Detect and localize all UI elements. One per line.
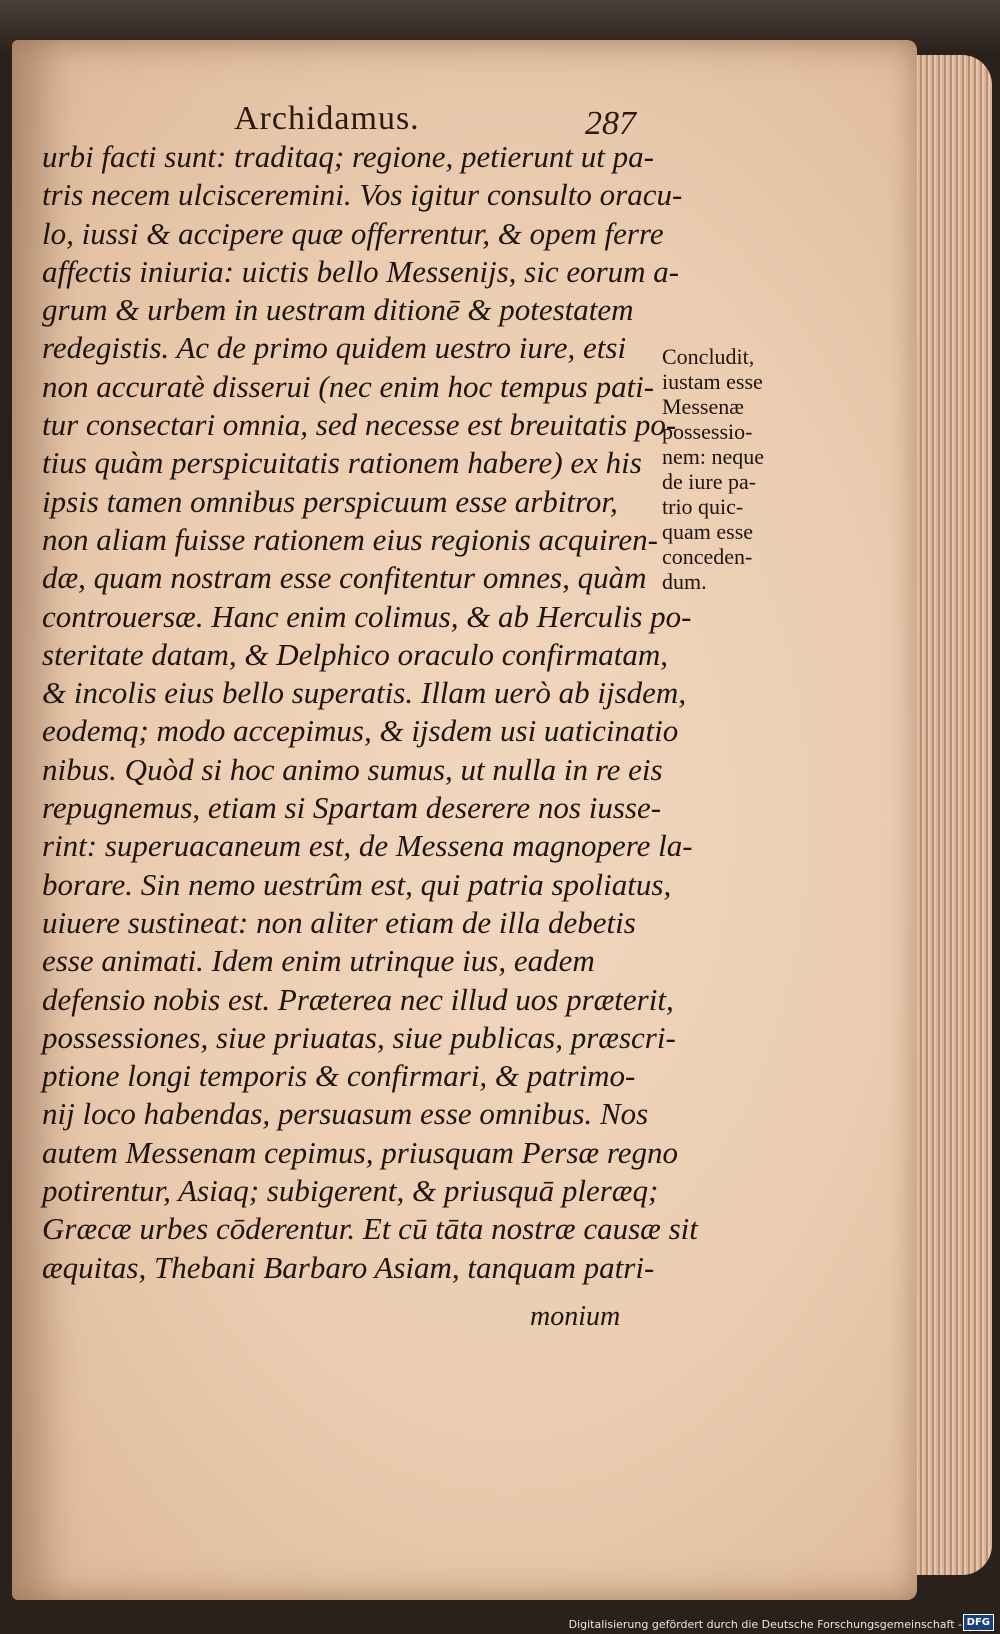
text-line: redegistis. Ac de primo quidem uestro iure, etsi	[42, 330, 627, 366]
text-line: æquitas, Thebani Barbaro Asiam, tanquam patri-	[42, 1249, 655, 1285]
marginal-note-line: iustam esse	[662, 369, 763, 394]
text-line: rint: superuacaneum est, de Messena magnopere la-	[42, 828, 693, 864]
marginal-note-line: conceden-	[662, 544, 753, 569]
text-line: urbi facti sunt: traditaq; regione, petierunt ut pa-	[42, 139, 654, 174]
marginal-note-line: quam esse	[662, 519, 754, 544]
text-line: ipsis tamen omnibus perspicuum esse arbitror,	[42, 483, 618, 519]
text-line: esse animati. Idem enim utrinque ius, eadem	[42, 943, 595, 979]
text-line: grum & urbem in uestram ditionē & potestatem	[42, 292, 634, 328]
marginal-note-line: Messenæ	[662, 394, 744, 419]
text-line: non aliam fuisse rationem eius regionis acquiren-	[42, 521, 658, 557]
text-line: tris necem ulcisceremini. Vos igitur consulto oracu-	[42, 177, 683, 213]
text-line: affectis iniuria: uictis bello Messenijs, sic eorum a-	[42, 253, 680, 289]
text-line: Græcæ urbes cōderentur. Et cū tāta nostræ causæ sit	[42, 1211, 698, 1247]
text-line: steritate datam, & Delphico oraculo confirmatam,	[42, 636, 668, 672]
text-line: tius quàm perspicuitatis rationem habere) ex his	[42, 445, 642, 481]
text-line: borare. Sin nemo uestrûm est, qui patria spoliatus,	[42, 866, 672, 902]
text-line: ptione longi temporis & confirmari, & patrimo-	[42, 1058, 636, 1094]
text-line: nibus. Quòd si hoc animo sumus, ut nulla in re eis	[42, 751, 663, 787]
book-fore-edge	[906, 55, 992, 1575]
text-line: repugnemus, etiam si Spartam deserere nos iusse-	[42, 790, 662, 826]
text-line: potirentur, Asiaq; subigerent, & priusquā pleræq;	[42, 1173, 659, 1209]
marginal-note-line: dum.	[662, 569, 707, 594]
text-line: eodemq; modo accepimus, & ijsdem usi uaticinatio	[42, 713, 679, 749]
text-line: defensio nobis est. Præterea nec illud uos præterit,	[42, 981, 674, 1017]
text-line: lo, iussi & accipere quæ offerrentur, & opem ferre	[42, 215, 664, 251]
text-line: non accuratè disserui (nec enim hoc tempus pati-	[42, 368, 655, 404]
text-line: dæ, quam nostram esse confitentur omnes, quàm	[42, 560, 647, 596]
page-number: 287	[585, 105, 636, 142]
digitization-credit: Digitalisierung gefördert durch die Deutsche Forschungsgemeinschaft -	[568, 1618, 962, 1631]
text-line: autem Messenam cepimus, priusquam Persæ regno	[42, 1134, 678, 1170]
marginal-note-line: nem: neque	[662, 444, 765, 469]
text-line: nij loco habendas, persuasum esse omnibus. Nos	[42, 1096, 649, 1132]
text-line: controuersæ. Hanc enim colimus, & ab Herculis po-	[42, 598, 692, 634]
marginal-note	[662, 344, 792, 594]
text-line: uiuere sustineat: non aliter etiam de illa debetis	[42, 904, 636, 940]
catchword: monium	[530, 1301, 621, 1332]
dfg-logo-icon: DFG	[963, 1614, 994, 1631]
marginal-note-line: trio quic-	[662, 494, 744, 519]
text-line: possessiones, siue priuatas, siue publicas, præscri-	[42, 1019, 676, 1055]
running-head: Archidamus.	[234, 100, 420, 137]
text-line: tur consectari omnia, sed necesse est breuitatis po-	[42, 407, 677, 443]
text-line: & incolis eius bello superatis. Illam uerò ab ijsdem,	[42, 675, 687, 711]
marginal-note-line: de iure pa-	[662, 469, 757, 494]
marginal-note-line: possessio-	[662, 419, 753, 444]
marginal-note-line: Concludit,	[662, 344, 755, 369]
